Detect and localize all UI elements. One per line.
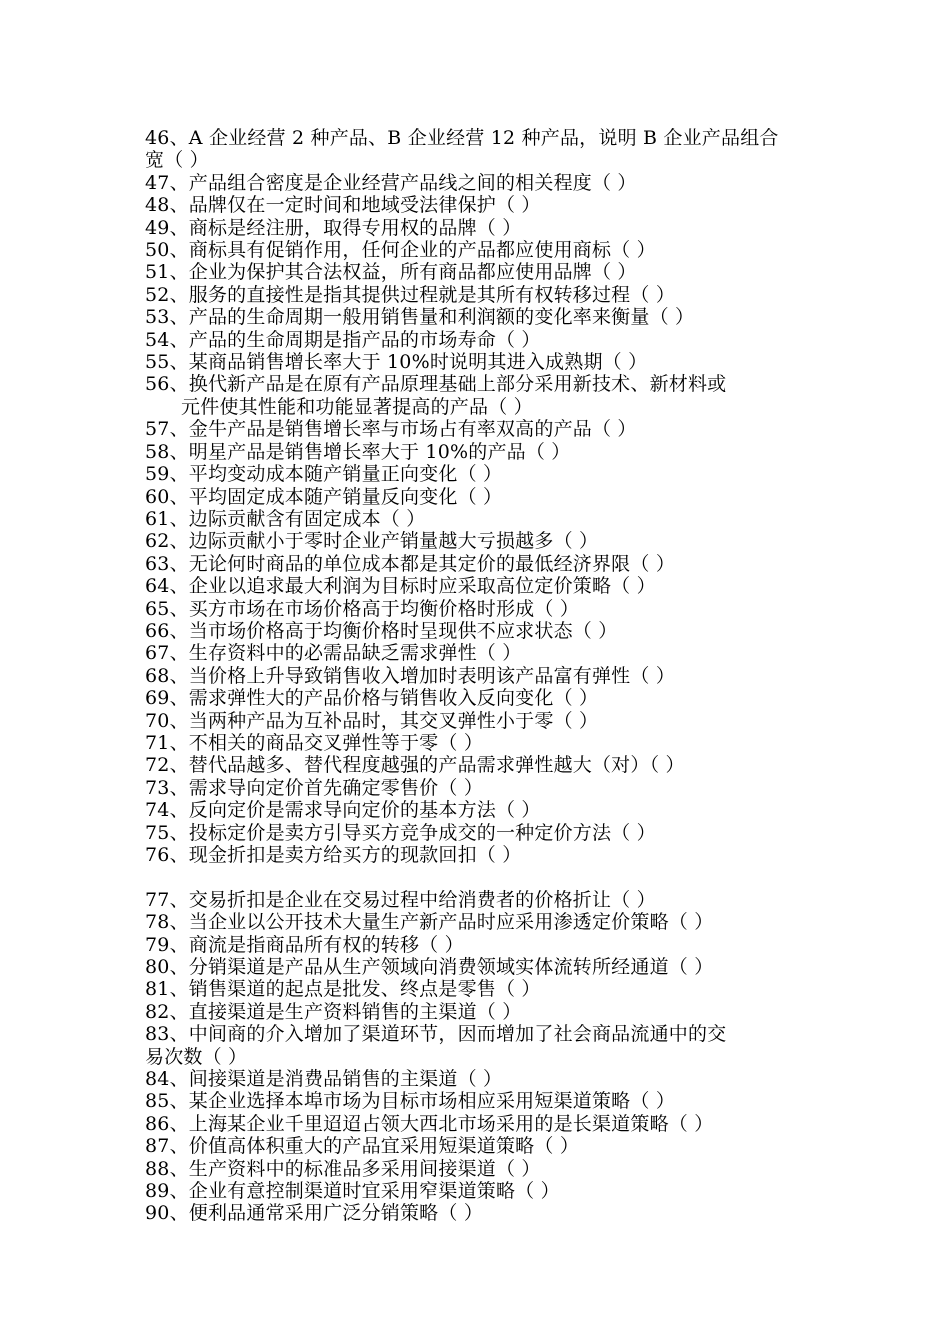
question-text: 56、换代新产品是在原有产品原理基础上部分采用新技术、新材料或 [145,373,727,396]
question-text: 66、当市场价格高于均衡价格时呈现供不应求状态（ ） [145,619,618,642]
question-item [145,934,825,956]
question-text: 50、商标具有促销作用，任何企业的产品都应使用商标（ ） [145,239,656,262]
question-text: 81、销售渠道的起点是批发、终点是零售（ ） [145,978,541,1001]
question-item [145,284,825,306]
question-text: 64、企业以追求最大利润为目标时应采取高位定价策略（ ） [145,575,656,598]
question-text: 47、产品组合密度是企业经营产品线之间的相关程度（ ） [145,171,637,194]
question-text: 65、买方市场在市场价格高于均衡价格时形成（ ） [145,597,580,620]
question-item [145,732,825,754]
question-item [145,373,825,418]
question-text: 51、企业为保护其合法权益，所有商品都应使用品牌（ ） [145,261,637,284]
question-item [145,217,825,239]
question-item [145,1113,825,1135]
question-item [145,1135,825,1157]
question-item [145,194,825,216]
question-text: 61、边际贡献含有固定成本（ ） [145,507,426,530]
question-item [145,687,825,709]
question-list-part1 [145,127,825,866]
document-page [145,127,825,1225]
question-text-continuation: 宽（ ） [145,149,209,172]
question-text: 48、品牌仅在一定时间和地域受法律保护（ ） [145,194,541,217]
question-item [145,754,825,776]
question-text: 67、生存资料中的必需品缺乏需求弹性（ ） [145,642,522,665]
question-text: 90、便利品通常采用广泛分销策略（ ） [145,1202,484,1225]
question-text: 77、交易折扣是企业在交易过程中给消费者的价格折让（ ） [145,888,656,911]
question-item [145,1001,825,1023]
question-text: 80、分销渠道是产品从生产领域向消费领域实体流转所经通道（ ） [145,956,714,979]
question-text: 75、投标定价是卖方引导买方竞争成交的一种定价方法（ ） [145,821,656,844]
question-item [145,127,825,172]
question-text: 83、中间商的介入增加了渠道环节，因而增加了社会商品流通中的交 [145,1023,727,1046]
question-item [145,642,825,664]
question-item [145,351,825,373]
question-item [145,306,825,328]
question-item [145,261,825,283]
question-item [145,777,825,799]
question-text: 53、产品的生命周期一般用销售量和利润额的变化率来衡量（ ） [145,306,695,329]
question-item [145,418,825,440]
question-item [145,553,825,575]
question-item [145,508,825,530]
question-text-continuation: 易次数（ ） [145,1045,248,1068]
question-text: 60、平均固定成本随产销量反向变化（ ） [145,485,503,508]
question-item [145,620,825,642]
question-text: 85、某企业选择本埠市场为目标市场相应采用短渠道策略（ ） [145,1090,676,1113]
question-text: 58、明星产品是销售增长率大于 10%的产品（ ） [145,440,571,463]
question-item [145,329,825,351]
question-text: 57、金牛产品是销售增长率与市场占有率双高的产品（ ） [145,418,637,441]
section-gap [145,866,825,888]
question-text: 79、商流是指商品所有权的转移（ ） [145,933,464,956]
question-item [145,710,825,732]
question-text: 87、价值高体积重大的产品宜采用短渠道策略（ ） [145,1135,580,1158]
question-text: 73、需求导向定价首先确定零售价（ ） [145,776,484,799]
question-text: 88、生产资料中的标准品多采用间接渠道（ ） [145,1157,541,1180]
question-item [145,1202,825,1224]
question-text: 82、直接渠道是生产资料销售的主渠道（ ） [145,1000,522,1023]
question-text: 74、反向定价是需求导向定价的基本方法（ ） [145,799,541,822]
question-item [145,665,825,687]
question-item [145,1158,825,1180]
question-text: 78、当企业以公开技术大量生产新产品时应采用渗透定价策略（ ） [145,911,714,934]
question-item [145,172,825,194]
question-text: 71、不相关的商品交叉弹性等于零（ ） [145,731,484,754]
question-item [145,239,825,261]
question-list-part2 [145,889,825,1225]
question-item [145,956,825,978]
question-text: 62、边际贡献小于零时企业产销量越大亏损越多（ ） [145,530,599,553]
question-item [145,1180,825,1202]
question-item [145,911,825,933]
question-text: 46、A 企业经营 2 种产品、B 企业经营 12 种产品，说明 B 企业产品组合 [145,127,779,149]
question-text: 70、当两种产品为互补品时，其交叉弹性小于零（ ） [145,709,599,732]
question-text: 59、平均变动成本随产销量正向变化（ ） [145,463,503,486]
question-text: 49、商标是经注册，取得专用权的品牌（ ） [145,216,522,239]
question-item [145,889,825,911]
question-item [145,1090,825,1112]
question-text: 86、上海某企业千里迢迢占领大西北市场采用的是长渠道策略（ ） [145,1112,714,1135]
question-text: 68、当价格上升导致销售收入增加时表明该产品富有弹性（ ） [145,664,676,687]
question-item [145,844,825,866]
question-item [145,530,825,552]
question-text: 84、间接渠道是消费品销售的主渠道（ ） [145,1068,503,1091]
question-item [145,978,825,1000]
question-text: 54、产品的生命周期是指产品的市场寿命（ ） [145,328,541,351]
question-text: 76、现金折扣是卖方给买方的现款回扣（ ） [145,844,522,866]
question-item [145,486,825,508]
question-item [145,575,825,597]
question-text: 69、需求弹性大的产品价格与销售收入反向变化（ ） [145,687,599,710]
question-text-continuation: 元件使其性能和功能显著提高的产品（ ） [181,395,533,418]
question-text: 52、服务的直接性是指其提供过程就是其所有权转移过程（ ） [145,283,676,306]
question-item [145,799,825,821]
question-text: 72、替代品越多、替代程度越强的产品需求弹性越大（对）（ ） [145,754,685,777]
question-item [145,1023,825,1068]
question-item [145,822,825,844]
question-text: 63、无论何时商品的单位成本都是其定价的最低经济界限（ ） [145,552,676,575]
question-item [145,1068,825,1090]
question-item [145,441,825,463]
question-item [145,463,825,485]
question-item [145,598,825,620]
question-text: 55、某商品销售增长率大于 10%时说明其进入成熟期（ ） [145,351,648,374]
question-text: 89、企业有意控制渠道时宜采用窄渠道策略（ ） [145,1180,560,1203]
